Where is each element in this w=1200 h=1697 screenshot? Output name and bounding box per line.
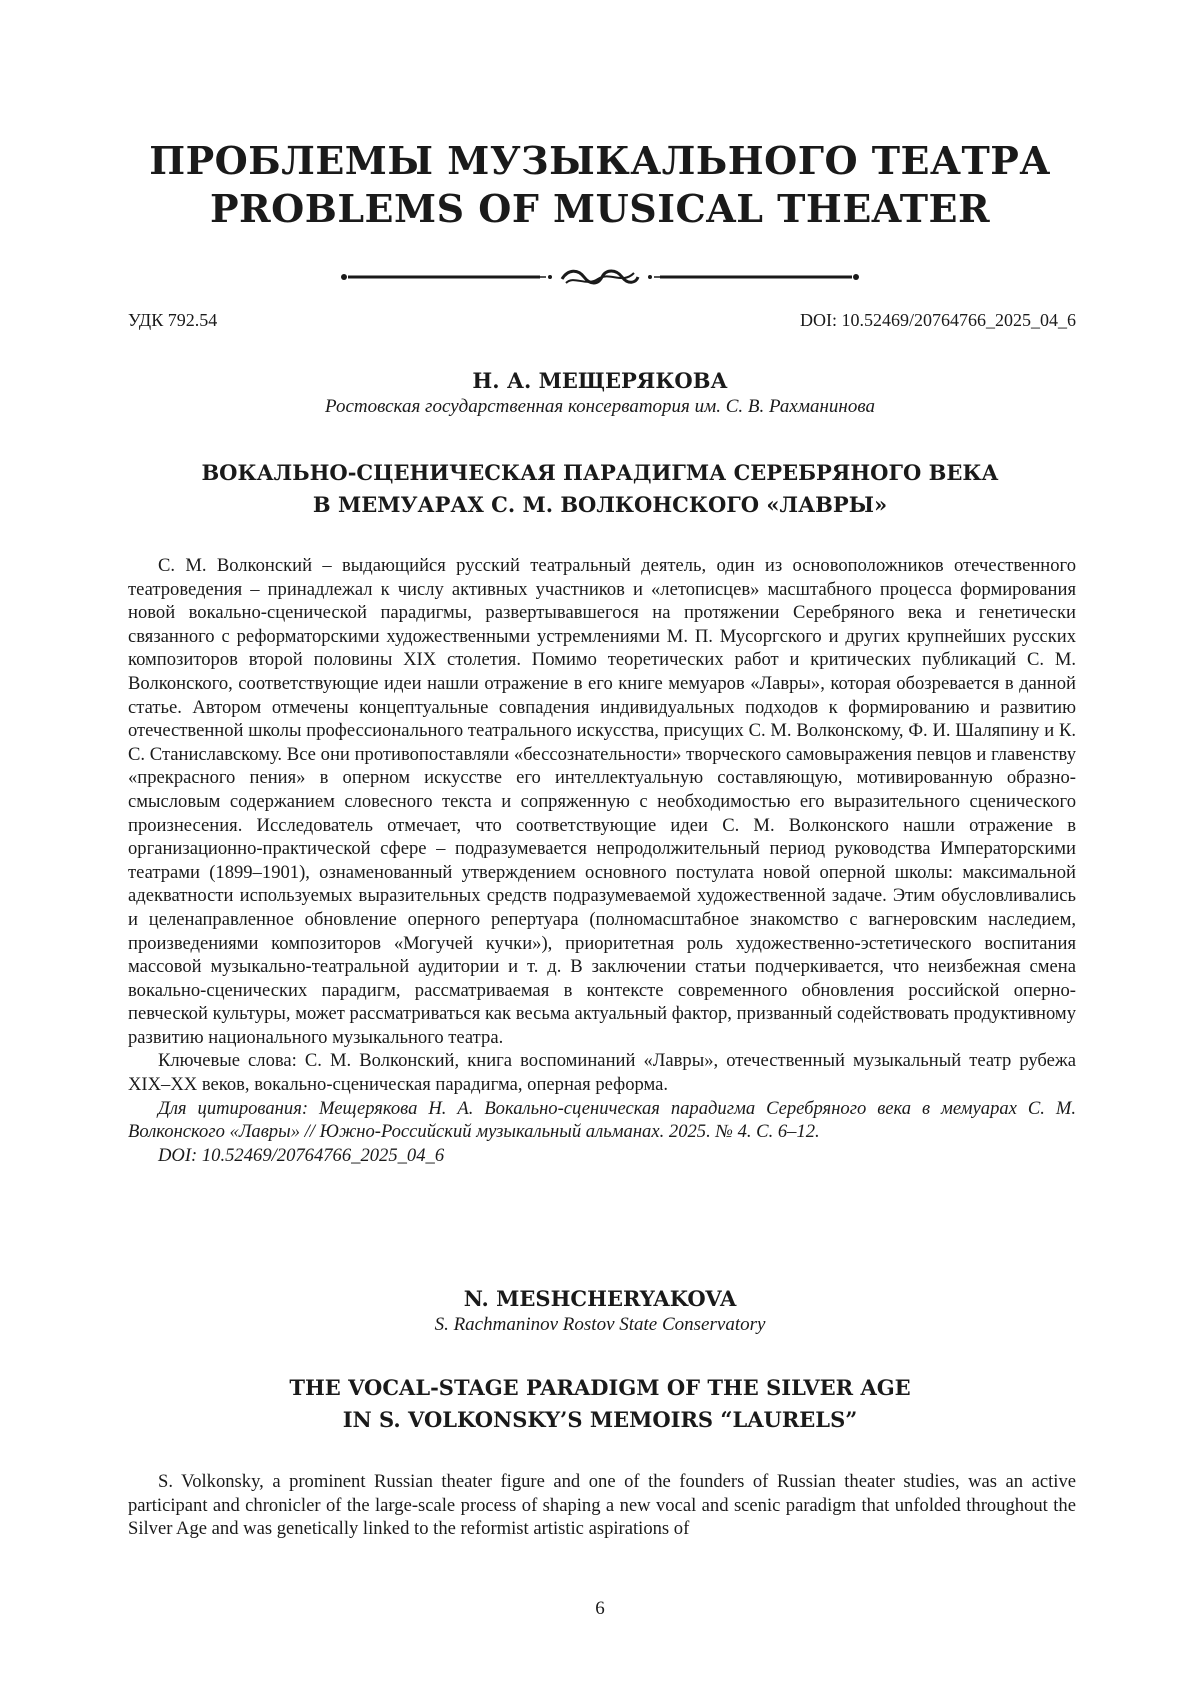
section-title-ru: ПРОБЛЕМЫ МУЗЫКАЛЬНОГО ТЕАТРА	[149, 138, 1051, 183]
citation-ru: Для цитирования: Мещерякова Н. А. Вокально-сценическая парадигма Серебряного века в мемуарах С. М. Волконского «Лавры» // Южно-Российский музыкальный альманах. 2025. № 4. С. 6–12.	[128, 1097, 1076, 1143]
article-title-en-line1: THE VOCAL-STAGE PARADIGM OF THE SILVER AGE	[289, 1375, 911, 1400]
doi-header: DOI: 10.52469/20764766_2025_04_6	[800, 310, 1076, 330]
ornament-divider-icon	[340, 265, 860, 289]
author-en: N. MESHCHERYAKOVA	[463, 1286, 737, 1311]
article-title-en-line2: IN S. VOLKONSKY’S MEMOIRS “LAURELS”	[342, 1407, 858, 1432]
abstract-ru-block	[128, 554, 1076, 1167]
abstract-en-block	[128, 1470, 1076, 1541]
keywords-ru: Ключевые слова: С. М. Волконский, книга воспоминаний «Лавры», отечественный музыкальный театр рубежа XIX–XX веков, вокально-сценическая парадигма, оперная реформа.	[128, 1050, 1076, 1096]
abstract-en: S. Volkonsky, a prominent Russian theater figure and one of the founders of Russian theater studies, was an active participant and chronicler of the large-scale process of shaping a new vocal and scenic paradigm that unfolded throughout the Silver Age and was genetically linked to the reformist artistic aspirations of	[128, 1471, 1076, 1540]
affiliation-en: S. Rachmaninov Rostov State Conservatory	[434, 1314, 766, 1335]
udk-code: УДК 792.54	[128, 310, 218, 330]
author-ru: Н. А. МЕЩЕРЯКОВА	[472, 368, 728, 393]
article-title-ru-line1: ВОКАЛЬНО-СЦЕНИЧЕСКАЯ ПАРАДИГМА СЕРЕБРЯНОГО ВЕКА	[201, 460, 999, 485]
section-title-en: PROBLEMS OF MUSICAL THEATER	[209, 186, 991, 231]
citation-doi: DOI: 10.52469/20764766_2025_04_6	[158, 1144, 445, 1166]
abstract-ru: С. М. Волконский – выдающийся русский театральный деятель, один из основоположников отечественного театроведения – принадлежал к числу активных участников и «летописцев» масштабного процесса формирования новой вокально-сценической парадигмы, развертывавшегося на протяжении Серебряного века и генетически связанного с реформаторскими художественными устремлениями М. П. Мусоргского и других крупнейших русских композиторов второй половины XIX столетия. Помимо теоретических работ и критических публикаций С. М. Волконского, соответствующие идеи нашли отражение в его книге мемуаров «Лавры», которая обозревается в данной статье. Автором отмечены концептуальные совпадения индивидуальных подходов к формированию и развитию отечественной школы профессионального театрального искусства, присущих С. М. Волконскому, Ф. И. Шаляпину и К. С. Станиславскому. Все они противопоставляли «бессознательности» творческого самовыражения певцов и главенству «прекрасного пения» в оперном искусстве его интеллектуальную составляющую, мотивированную образно-смысловым содержанием словесного текста и сопряженную с необходимостью его выразительного сценического произнесения. Исследователь отмечает, что соответствующие идеи С. М. Волконского нашли отражение в организационно-практической сфере – подразумевается непродолжительный период руководства Императорскими театрами (1899–1901), ознаменованный утверждением основного постулата новой оперной школы: максимальной адекватности используемых выразительных средств подразумеваемой художественной задаче. Этим обусловливались и целенаправленное обновление оперного репертуара (полномасштабное знакомство с вагнеровским наследием, произведениями композиторов «Могучей кучки»), приоритетная роль художественно-эстетического воспитания массовой музыкально-театральной аудитории и т. д. В заключении статьи подчеркивается, что неизбежная смена вокально-сценических парадигм, рассматриваемая в контексте современного обновления российской оперно-певческой культуры, может рассматриваться как весьма актуальный фактор, призванный содействовать продуктивному развитию национального музыкального театра.	[128, 555, 1076, 1048]
page-number: 6	[595, 1598, 605, 1619]
article-title-ru-line2: В МЕМУАРАХ С. М. ВОЛКОНСКОГО «ЛАВРЫ»	[312, 492, 888, 517]
affiliation-ru: Ростовская государственная консерватория им. С. В. Рахманинова	[325, 396, 875, 417]
